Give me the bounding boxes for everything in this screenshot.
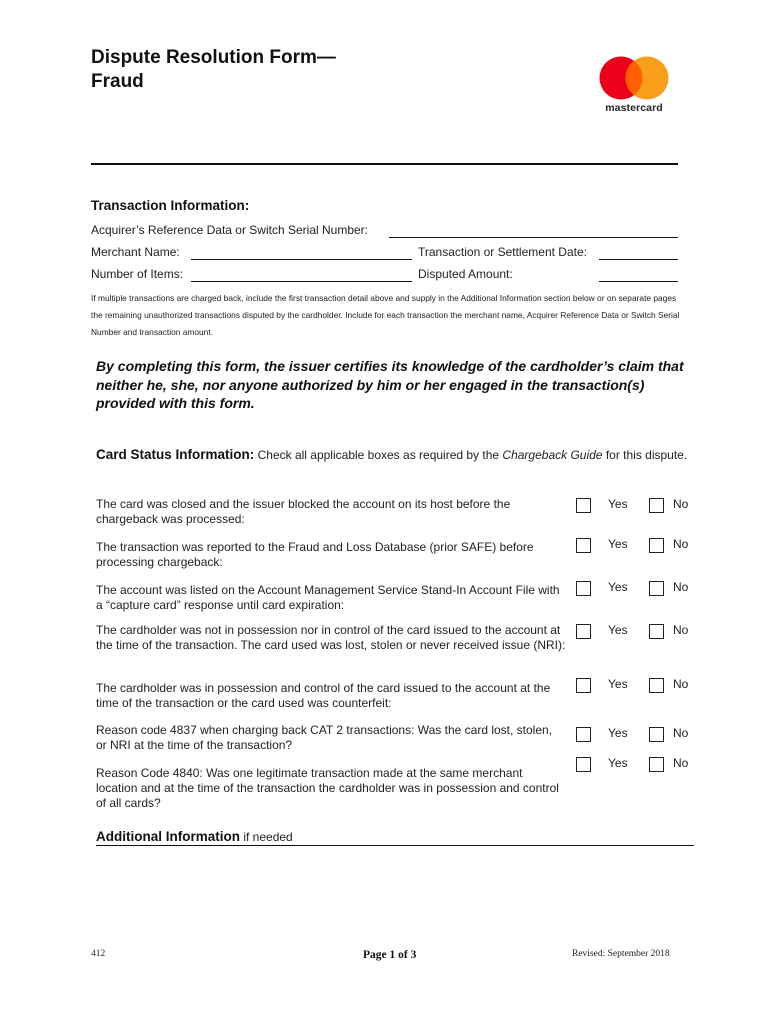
q6-yes-checkbox[interactable]: [576, 727, 591, 742]
q3-no-checkbox[interactable]: [649, 581, 664, 596]
mastercard-wordmark: mastercard: [605, 102, 663, 114]
additional-info-line[interactable]: [96, 845, 694, 846]
form-title-line1: Dispute Resolution Form—: [91, 47, 336, 68]
mastercard-logo: [596, 54, 672, 116]
q4-yes-checkbox[interactable]: [576, 624, 591, 639]
number-of-items-label: Number of Items:: [91, 267, 184, 281]
q7-no-checkbox[interactable]: [649, 757, 664, 772]
q1-yes-label: Yes: [608, 497, 628, 511]
card-status-heading: Card Status Information:: [96, 447, 255, 462]
q6-no-label: No: [673, 726, 689, 740]
q1-no-label: No: [673, 497, 689, 511]
issuer-certification: By completing this form, the issuer certifies its knowledge of the cardholder’s claim that neither he, she, nor anyone authorized by him or her engaged in the transaction(s) provided with this form.: [96, 358, 684, 411]
q7-yes-label: Yes: [608, 756, 628, 770]
q1-no-checkbox[interactable]: [649, 498, 664, 513]
additional-info-heading: Additional Information: [96, 829, 240, 844]
footer-form-number: 412: [91, 949, 106, 959]
disputed-amount-field[interactable]: [599, 281, 678, 282]
card-status-intro: Check all applicable boxes as required by the: [254, 448, 503, 462]
footer-page-number: Page 1 of 3: [363, 949, 417, 961]
question-reason-4840: Reason Code 4840: Was one legitimate transaction made at the same merchant location and at the time of the transaction the cardholder was in possession and control of all cards?: [96, 766, 559, 810]
question-stand-in-file: The account was listed on the Account Management Service Stand-In Account File with a “capture card” response until card expiration:: [96, 583, 560, 612]
form-title: [91, 46, 336, 94]
transaction-heading: Transaction Information:: [91, 198, 250, 213]
question-not-in-possession: The cardholder was not in possession nor in control of the card issued to the account at the time of the transaction. The card used was lost, stolen or never received issue (NRI):: [96, 623, 566, 652]
q5-yes-label: Yes: [608, 677, 628, 691]
card-status-header: [96, 447, 691, 463]
q4-yes-label: Yes: [608, 623, 628, 637]
q7-no-label: No: [673, 756, 689, 770]
additional-info-suffix: if needed: [240, 830, 293, 844]
q2-yes-checkbox[interactable]: [576, 538, 591, 553]
header-divider: [91, 163, 678, 165]
q2-no-checkbox[interactable]: [649, 538, 664, 553]
form-title-line2: Fraud: [91, 71, 144, 92]
q3-yes-checkbox[interactable]: [576, 581, 591, 596]
q5-no-checkbox[interactable]: [649, 678, 664, 693]
transaction-date-label: Transaction or Settlement Date:: [418, 245, 587, 259]
disputed-amount-label: Disputed Amount:: [418, 267, 513, 281]
merchant-name-label: Merchant Name:: [91, 245, 180, 259]
q6-yes-label: Yes: [608, 726, 628, 740]
acquirer-ref-label: Acquirer’s Reference Data or Switch Serial Number:: [91, 223, 369, 237]
q2-no-label: No: [673, 537, 689, 551]
additional-info-header: [96, 829, 293, 844]
number-of-items-field[interactable]: [191, 281, 412, 282]
q1-yes-checkbox[interactable]: [576, 498, 591, 513]
q5-no-label: No: [673, 677, 689, 691]
chargeback-guide-ref: Chargeback Guide: [502, 448, 603, 462]
question-reason-4837: Reason code 4837 when charging back CAT 2 transactions: Was the card lost, stolen, or NRI at the time of the transaction?: [96, 723, 553, 752]
question-card-closed: The card was closed and the issuer blocked the account on its host before the chargeback was processed:: [96, 497, 511, 526]
q7-yes-checkbox[interactable]: [576, 757, 591, 772]
transaction-date-field[interactable]: [599, 259, 678, 260]
merchant-name-field[interactable]: [191, 259, 412, 260]
acquirer-ref-field[interactable]: [389, 237, 678, 238]
q6-no-checkbox[interactable]: [649, 727, 664, 742]
mastercard-circles-icon: [596, 54, 672, 102]
q4-no-checkbox[interactable]: [649, 624, 664, 639]
question-in-possession: The cardholder was in possession and control of the card issued to the account at the time of the transaction or the card used was counterfeit:: [96, 681, 551, 710]
multiple-transactions-note: If multiple transactions are charged back, include the first transaction detail above and supply in the Additional Information section below or on separate pages the remaining unauthorized transactions disputed by the cardholder. Include for each transaction the merchant name, Acquirer Reference Data or Switch Serial Number and transaction amount.: [91, 293, 680, 337]
footer-revised-date: Revised: September 2018: [572, 949, 670, 959]
q3-yes-label: Yes: [608, 580, 628, 594]
q2-yes-label: Yes: [608, 537, 628, 551]
card-status-intro-end: for this dispute.: [602, 448, 688, 462]
q5-yes-checkbox[interactable]: [576, 678, 591, 693]
q4-no-label: No: [673, 623, 689, 637]
q3-no-label: No: [673, 580, 689, 594]
question-fraud-loss-db: The transaction was reported to the Fraud and Loss Database (prior SAFE) before processing chargeback:: [96, 540, 534, 569]
